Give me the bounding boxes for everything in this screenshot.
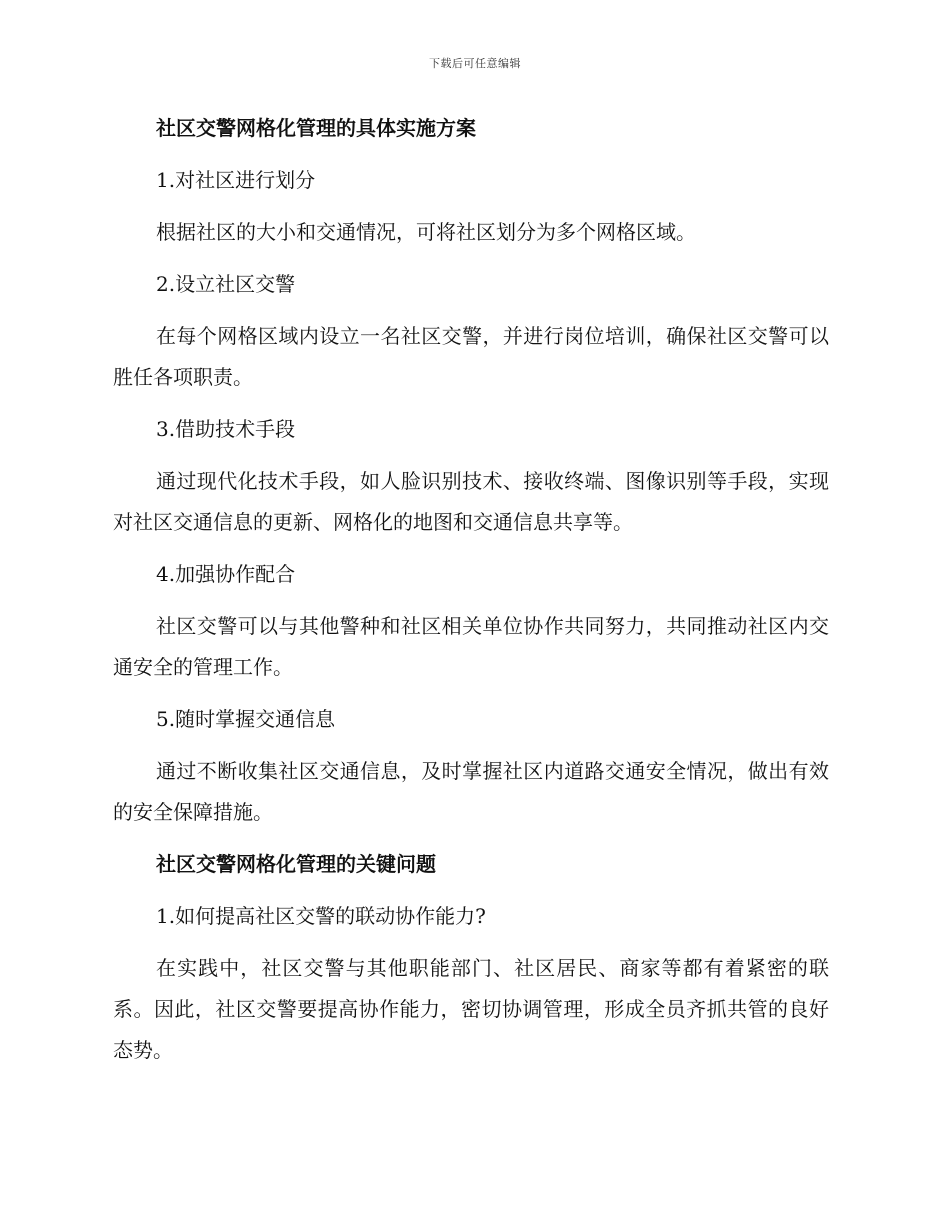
item-body-divide-community: 根据社区的大小和交通情况，可将社区划分为多个网格区域。 (156, 220, 696, 244)
item-body-set-up-police: 在每个网格区域内设立一名社区交警，并进行岗位培训，确保社区交警可以胜任各项职责。 (113, 324, 829, 389)
item-title-traffic-info: 5.随时掌握交通信息 (156, 707, 336, 731)
item-body-cooperation: 社区交警可以与其他警种和社区相关单位协作共同努力，共同推动社区内交通安全的管理工作。 (113, 614, 829, 679)
section-heading-key-issues: 社区交警网格化管理的关键问题 (156, 852, 436, 876)
item-title-divide-community: 1.对社区进行划分 (156, 168, 316, 192)
item-title-cooperation: 4.加强协作配合 (156, 562, 296, 586)
section-heading-implementation: 社区交警网格化管理的具体实施方案 (156, 116, 476, 140)
header-note: 下载后可任意编辑 (429, 57, 521, 70)
item-title-technology: 3.借助技术手段 (156, 417, 296, 441)
item-body-coordination: 在实践中，社区交警与其他职能部门、社区居民、商家等都有着紧密的联系。因此，社区交警要提高协作能力，密切协调管理，形成全员齐抓共管的良好态势。 (113, 956, 829, 1062)
document-body (113, 108, 829, 1082)
item-body-traffic-info: 通过不断收集社区交通信息，及时掌握社区内道路交通安全情况，做出有效的安全保障措施。 (113, 759, 829, 824)
item-body-technology: 通过现代化技术手段，如人脸识别技术、接收终端、图像识别等手段，实现对社区交通信息的更新、网格化的地图和交通信息共享等。 (113, 469, 829, 534)
item-title-coordination: 1.如何提高社区交警的联动协作能力? (156, 904, 486, 928)
item-title-set-up-police: 2.设立社区交警 (156, 272, 296, 296)
